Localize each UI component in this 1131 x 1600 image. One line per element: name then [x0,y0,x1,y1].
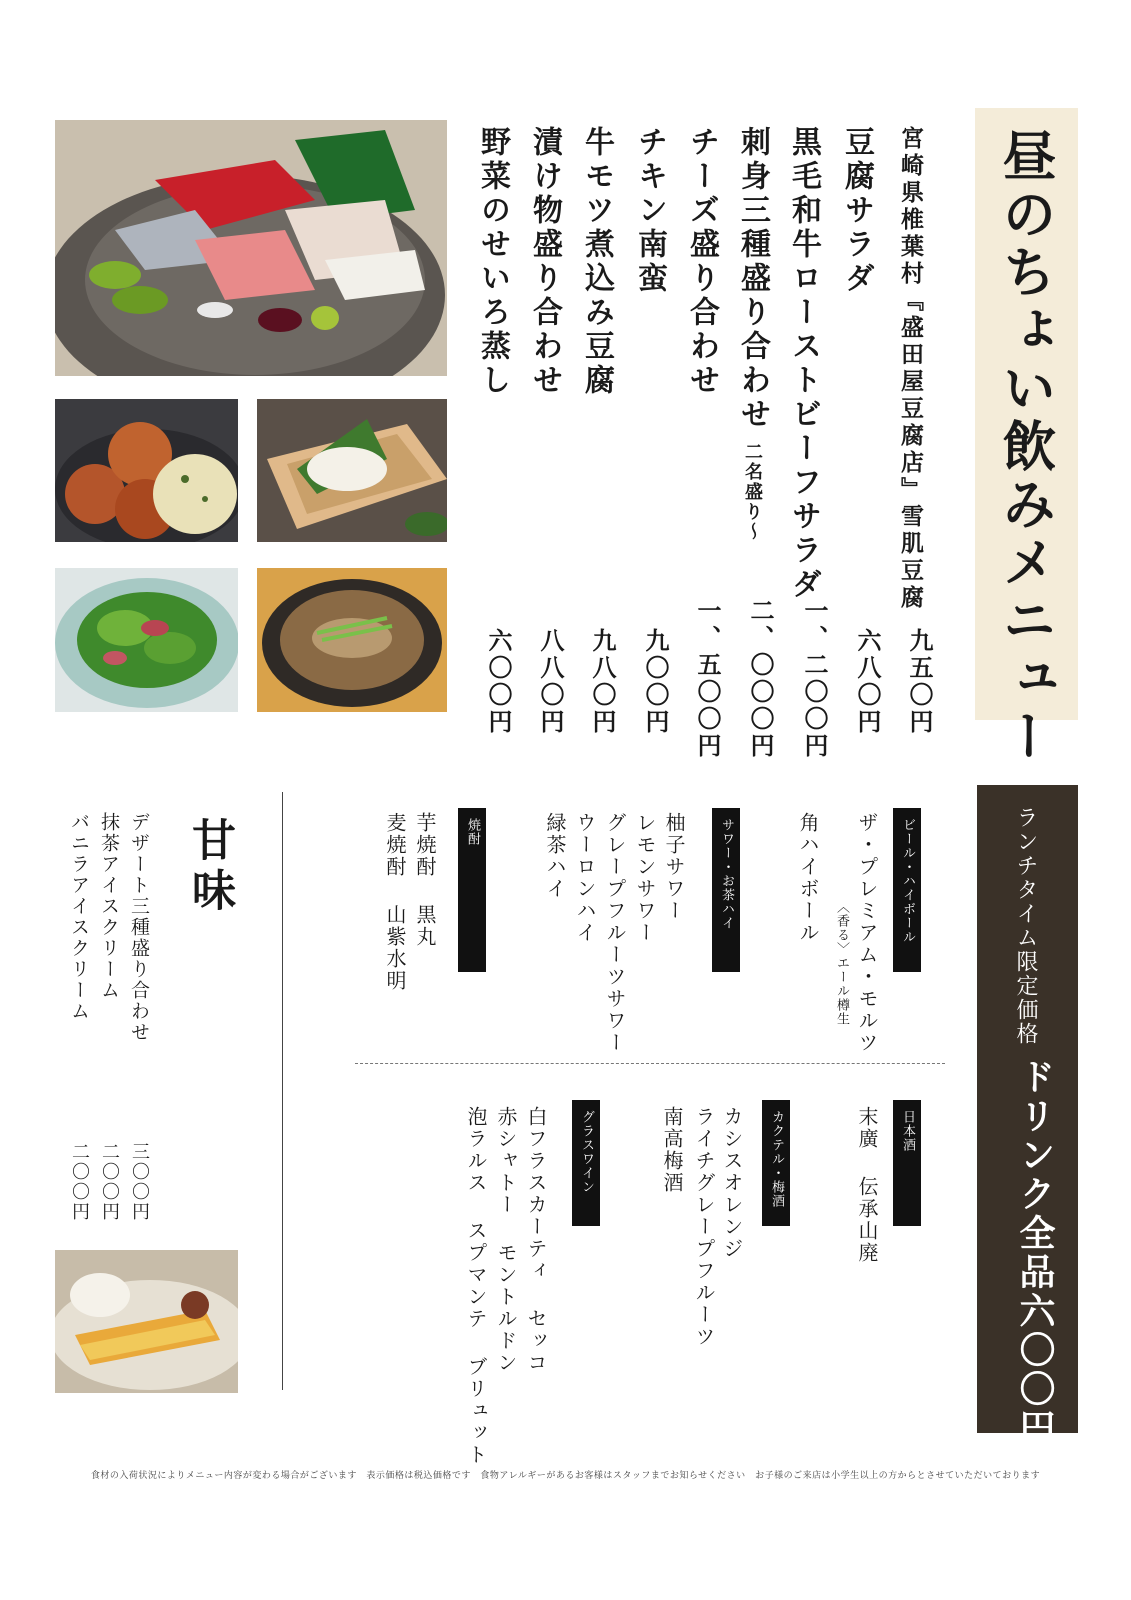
food-item-price: 六〇〇円 [484,628,513,736]
drink-item-note: 〈香る〉エール樽生 [834,900,849,1026]
food-item-name: 豆腐サラダ [839,126,874,296]
food-item-name: 黒毛和牛ローストビーフサラダ [786,126,821,602]
dessert-item-name: デザート三種盛り合わせ [128,812,150,1043]
drink-item: 角ハイボール [796,812,820,944]
drink-item: 芋焼酎 黒丸 [413,812,437,948]
drink-item: 緑茶ハイ [543,812,567,900]
category-tag-wine: グラスワイン [572,1100,600,1226]
page-title: 昼のちょい飲みメニュー [994,128,1058,766]
food-item-price: 六八〇円 [853,628,882,736]
drink-item: ライチグレープフルーツ [692,1106,716,1348]
drink-item: カシスオレンジ [720,1106,744,1260]
category-tag-cocktail: カクテル・梅酒 [762,1100,790,1226]
category-tag-beer: ビール・ハイボール [893,808,921,972]
food-item-price: 一、二〇〇円 [800,598,829,760]
drink-item: 柚子サワー [662,812,686,922]
drink-item: レモンサワー [633,812,657,944]
drink-item: 南高梅酒 [660,1106,684,1194]
food-item-price: 九八〇円 [588,628,617,736]
beef-salad-photo [55,568,238,712]
motsu-stew-photo [257,568,447,712]
dessert-item-price: 三〇〇円 [129,1142,150,1222]
dessert-item-price: 二〇〇円 [69,1142,90,1222]
food-item-name: 野菜のせいろ蒸し [475,126,510,398]
food-item-price: 九五〇円 [905,628,934,736]
dessert-title: 甘味 [184,817,235,917]
drink-item: ザ・プレミアム・モルツ [855,812,879,1054]
dessert-item-name: バニラアイスクリーム [68,812,90,1022]
drink-panel-subtitle: ランチタイム限定価格 [1013,806,1038,1046]
drink-item: 末廣 伝承山廃 [855,1106,879,1264]
food-item-name: チーズ盛り合わせ [684,126,719,398]
dessert-item-name: 抹茶アイスクリーム [98,812,120,1001]
food-item-name: 刺身三種盛り合わせ [735,126,770,432]
food-item-price: 二、〇〇〇円 [746,598,775,760]
category-tag-sake: 日本酒 [893,1100,921,1226]
drink-item: 泡ラルス スプマンテ ブリュット [464,1106,488,1466]
food-item-price: 九〇〇円 [641,628,670,736]
food-item-name: 漬け物盛り合わせ [527,126,562,398]
category-tag-sour: サワー・お茶ハイ [712,808,740,972]
chicken-nanban-photo [55,399,238,542]
dessert-photo [55,1250,238,1393]
category-tag-shochu: 焼酎 [458,808,486,972]
drink-panel-title: ドリンク全品六〇〇円 [1014,1058,1056,1448]
food-item-note: 二名盛り〜 [742,442,763,542]
food-item-name: 宮崎県椎葉村『盛田屋豆腐店』雪肌豆腐 [897,126,924,612]
sashimi-platter-photo [55,120,447,376]
drink-item: 赤シャトー モントルドン [494,1106,518,1374]
tofu-photo [257,399,447,542]
drink-item: グレープフルーツサワー [603,812,627,1054]
drink-item: ウーロンハイ [573,812,597,944]
drink-item: 麦焼酎 山紫水明 [383,812,407,992]
footer-notice: 食材の入荷状況によりメニュー内容が変わる場合がございます 表示価格は税込価格です 食物アレルギーがあるお客様はスタッフまでお知らせください お子様のご来店は小学生以上の方からとさせていただいております [90,1471,1041,1481]
food-item-price: 一、五〇〇円 [693,598,722,760]
drink-section-divider [355,1063,945,1064]
food-item-name: チキン南蛮 [632,126,667,296]
food-item-price: 八八〇円 [536,628,565,736]
drink-item: 白フラスカーティ セッコ [524,1106,548,1374]
dessert-item-price: 二〇〇円 [99,1142,120,1222]
food-item-name: 牛モツ煮込み豆腐 [579,126,614,398]
section-divider [282,792,283,1390]
food-item-with-note [734,126,770,542]
